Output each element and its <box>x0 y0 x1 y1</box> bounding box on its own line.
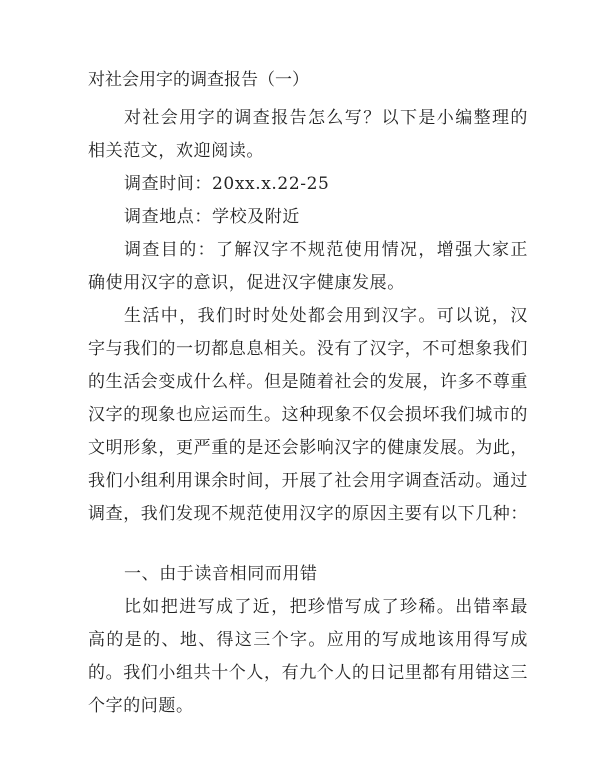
survey-time: 调查时间：20xx.x.22-25 <box>124 174 330 194</box>
section-1-paragraph: 比如把进写成了近，把珍惜写成了珍稀。出错率最高的是的、地、得这三个字。应用的写成地该用得写成的。我们小组共十个人，有九个人的日记里都有用错这三个字的问题。 <box>88 597 528 716</box>
survey-location: 调查地点：学校及附近 <box>124 207 300 227</box>
section-heading-1: 一、由于读音相同而用错 <box>124 564 318 584</box>
intro-paragraph: 对社会用字的调查报告怎么写？以下是小编整理的相关范文，欢迎阅读。 <box>88 108 528 161</box>
document-title: 对社会用字的调查报告（一） <box>88 70 309 90</box>
survey-purpose: 调查目的：了解汉字不规范使用情况，增强大家正确使用汉字的意识，促进汉字健康发展。 <box>88 240 528 293</box>
body-paragraph: 生活中，我们时时处处都会用到汉字。可以说，汉字与我们的一切都息息相关。没有了汉字，不可想象我们的生活会变成什么样。但是随着社会的发展，许多不尊重汉字的现象也应运而生。这种现象不仅会损坏我们城市的文明形象，更严重的是还会影响汉字的健康发展。为此，我们小组利用课余时间，开展了社会用字调查活动。通过调查，我们发现不规范使用汉字的原因主要有以下几种： <box>88 306 528 524</box>
